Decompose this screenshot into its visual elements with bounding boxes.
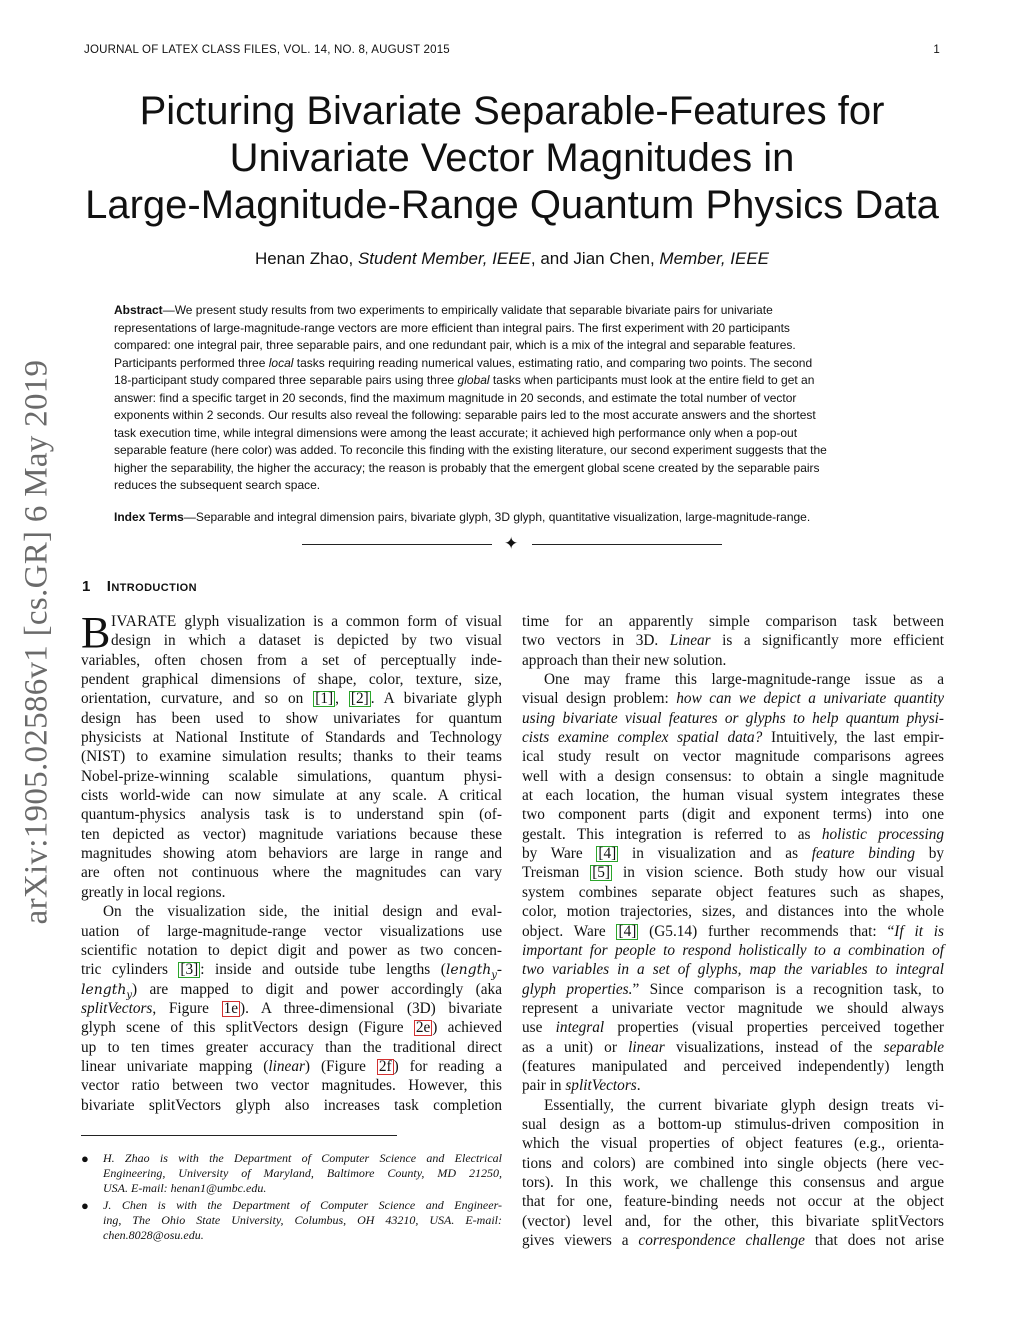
body-line: cists world-wide can now simulate at any scale. A critical bbox=[81, 787, 502, 805]
body-line: scientific notation to depict digit and power as two concen- bbox=[81, 941, 502, 959]
body-line: which the visual properties of object features (e.g., orienta- bbox=[522, 1135, 944, 1153]
section-name: Introduction bbox=[106, 578, 197, 595]
body-emphasis: important for people to respond holistically to a combination of bbox=[522, 941, 944, 959]
math-subscript: y bbox=[126, 989, 133, 1001]
body-line: color, motion trajectories, sizes, and distances into the whole bbox=[522, 903, 944, 921]
abstract-text: tasks requiring reading numerical values, estimating ratio, and comparing two points. The second bbox=[293, 355, 813, 370]
body-text: (G5.14) further recommends that: “ bbox=[638, 922, 895, 940]
abstract-line: answer: find a specific target in 20 seconds, find the maximum magnitude in 20 seconds, and estimate the total number of vector bbox=[114, 390, 797, 405]
body-text: , Figure bbox=[152, 999, 222, 1017]
body-text: gives viewers a bbox=[522, 1232, 639, 1249]
body-text: - bbox=[496, 961, 502, 979]
body-line: pendent graphical dimensions of shape, color, texture, size, bbox=[81, 671, 502, 689]
body-emphasis: feature binding bbox=[811, 845, 915, 863]
figure-link[interactable]: 2f bbox=[378, 1057, 392, 1075]
body-line: Essentially, the current bivariate glyph design treats vi- bbox=[544, 1096, 944, 1114]
body-text: gestalt. This integration is referred to as bbox=[522, 825, 822, 843]
figure-link[interactable]: 2e bbox=[415, 1019, 431, 1037]
body-text: ) achieved bbox=[432, 1019, 502, 1037]
body-emphasis: using bivariate visual features or glyphs to help quantum physi- bbox=[522, 709, 944, 727]
body-emphasis: Linear bbox=[669, 632, 711, 650]
body-line: (features manipulated and perceived independently) length bbox=[522, 1057, 944, 1075]
abstract-line: separable feature (here color) was added. To reconcile this finding with the existing literature, our second experiment suggests that the bbox=[114, 443, 827, 458]
body-text: ) for reading a bbox=[393, 1057, 503, 1075]
body-line: well with a design consensus: to obtain a single magnitude bbox=[522, 767, 944, 785]
citation-link[interactable]: [4] bbox=[618, 922, 637, 940]
math-subscript: y bbox=[491, 970, 497, 982]
index-terms-label: Index Terms bbox=[114, 510, 184, 524]
body-text: tric cylinders bbox=[81, 961, 179, 979]
abstract-emphasis: local bbox=[268, 355, 294, 370]
body-line: design in which a dataset is depicted by two visual bbox=[111, 632, 502, 650]
body-line: variables, often chosen from a set of perceptually inde- bbox=[81, 651, 502, 669]
footnote-line: ing, The Ohio State University, Columbus, OH 43210, USA. E-mail: bbox=[103, 1213, 502, 1227]
body-text: properties (visual properties perceived together bbox=[604, 1019, 945, 1037]
citation-link[interactable]: [1] bbox=[315, 690, 334, 708]
divider-rule bbox=[532, 544, 722, 545]
body-line: One may frame this large-magnitude-range issue as a bbox=[544, 671, 944, 689]
citation-link[interactable]: [3] bbox=[180, 961, 199, 979]
body-line: tors). In this work, we challenge this consensus and argue bbox=[522, 1173, 944, 1191]
body-emphasis: correspondence challenge bbox=[638, 1232, 805, 1249]
abstract-line: exponents within 2 seconds. Our results also reveal the following: separable pairs led to the most accurate answers and the shortest bbox=[114, 408, 816, 423]
body-line: up to ten times greater accuracy than the traditional direct bbox=[81, 1038, 502, 1056]
author-2-role: Member, IEEE bbox=[659, 249, 770, 268]
body-emphasis: linear bbox=[268, 1057, 305, 1075]
body-text: use bbox=[522, 1019, 556, 1037]
body-text: Intuitively, the last empir- bbox=[762, 729, 944, 747]
math-variable: length bbox=[445, 962, 492, 979]
abstract bbox=[114, 302, 910, 495]
abstract-emphasis: global bbox=[457, 373, 490, 388]
body-line: physicists at National Institute of Standards and Technology bbox=[81, 729, 502, 747]
citation-link[interactable]: [2] bbox=[350, 690, 369, 708]
abstract-text: 18-participant study compared three separable pairs using three bbox=[114, 373, 458, 388]
body-text: object. Ware bbox=[522, 922, 617, 940]
body-text: . bbox=[636, 1077, 641, 1095]
body-text: that does not arise bbox=[804, 1232, 944, 1249]
abstract-text: Participants performed three bbox=[114, 355, 269, 370]
body-emphasis: glyph properties. bbox=[522, 980, 633, 998]
section-divider bbox=[302, 535, 722, 555]
body-line: quantum-physics analysis task is to understand spin (of- bbox=[81, 806, 502, 824]
body-line: (vector) level and, for the other, this bivariate splitVectors bbox=[522, 1212, 944, 1230]
body-text: linear univariate mapping ( bbox=[81, 1057, 269, 1075]
body-text: Treisman bbox=[522, 864, 591, 882]
body-text: : inside and outside tube lengths ( bbox=[200, 961, 446, 979]
body-emphasis: how can we depict a univariate quantity bbox=[676, 690, 944, 708]
body-text: as a unit) or bbox=[522, 1038, 629, 1056]
body-text: glyph visualization is a common form of visual bbox=[176, 613, 502, 630]
footnotes bbox=[81, 1151, 502, 1245]
abstract-line: compared: one integral pair, three separable pairs, and one redundant pair, which is a mix of the integral and separable features. bbox=[114, 338, 796, 353]
body-text: orientation, curvature, and so on bbox=[81, 690, 314, 708]
body-text: ) (Figure bbox=[304, 1057, 377, 1075]
body-line: are often not continuous where the magnitudes can vary bbox=[81, 864, 502, 882]
small-caps-word: IVARATE bbox=[111, 613, 177, 630]
body-emphasis: linear bbox=[628, 1038, 665, 1056]
section-heading bbox=[82, 578, 197, 595]
figure-link[interactable]: 1e bbox=[223, 999, 239, 1017]
body-line: that for one, feature-binding needs not occur at the object bbox=[522, 1193, 944, 1211]
bullet-icon: ● bbox=[81, 1151, 89, 1166]
title-line: Large-Magnitude-Range Quantum Physics Data bbox=[85, 183, 939, 227]
abstract-line: representations of large-magnitude-range vectors are more efficient than integral pairs. The first experiment with 20 participants bbox=[114, 320, 790, 335]
index-terms bbox=[114, 510, 910, 524]
citation-link[interactable]: [4] bbox=[598, 845, 617, 863]
body-text: in vision science. Both study how our visual bbox=[612, 864, 944, 882]
body-line: (NIST) to examine simulation results; thanks to their teams bbox=[81, 748, 502, 766]
body-text: visualizations, instead of the bbox=[664, 1038, 884, 1056]
footnote-line: J. Chen is with the Department of Computer Science and Engineer- bbox=[103, 1198, 502, 1212]
body-text: two vectors in 3D. bbox=[522, 632, 670, 650]
body-column-right bbox=[522, 612, 944, 1250]
body-column-left bbox=[81, 608, 503, 1115]
body-line: vector ratio between two vector magnitudes. However, this bbox=[81, 1077, 502, 1095]
title-line: Picturing Bivariate Separable-Features for bbox=[139, 89, 885, 133]
bullet-icon: ● bbox=[81, 1198, 89, 1213]
author-separator: , and Jian Chen, bbox=[530, 249, 660, 268]
body-line: time for an apparently simple comparison task between bbox=[522, 613, 944, 630]
divider-rule bbox=[302, 544, 492, 545]
footnote-line: H. Zhao is with the Department of Computer Science and Electrical bbox=[103, 1151, 502, 1165]
paper-title bbox=[60, 88, 964, 229]
diamond-icon: ✦ bbox=[504, 534, 519, 554]
abstract-text: tasks when participants must look at the entire field to get an bbox=[489, 373, 815, 388]
body-text: is a significantly more efficient bbox=[710, 632, 944, 650]
body-text: pair in bbox=[522, 1077, 566, 1095]
footnote-line: Engineering, University of Maryland, Baltimore County, MD 21250, bbox=[103, 1166, 502, 1180]
body-text: ” Since comparison is a recognition task, to bbox=[632, 980, 944, 998]
body-line: approach than their new solution. bbox=[522, 651, 727, 669]
footnote-item bbox=[81, 1198, 502, 1243]
body-line: at each location, the human visual system integrates these bbox=[522, 787, 944, 805]
journal-header: JOURNAL OF LATEX CLASS FILES, VOL. 14, NO. 8, AUGUST 2015 bbox=[84, 44, 450, 56]
body-emphasis: splitVectors bbox=[565, 1077, 637, 1095]
body-emphasis: If it is bbox=[894, 922, 944, 940]
body-line: greatly in local regions. bbox=[81, 883, 226, 901]
footnote-item bbox=[81, 1151, 502, 1196]
math-variable: length bbox=[81, 981, 127, 998]
abstract-line: higher the separability, the higher the accuracy; the reason is probably that the emergent global scene created by the separable pairs bbox=[114, 460, 820, 475]
body-text: by Ware bbox=[522, 845, 597, 863]
arxiv-stamp-text: arXiv:1905.02586v1 [cs.GR] 6 May 2019 bbox=[18, 359, 55, 925]
body-emphasis: holistic processing bbox=[821, 825, 944, 843]
abstract-line: —We present study results from two experiments to empirically validate that separable bivariate pairs for univariate bbox=[162, 303, 773, 317]
body-text: . A bivariate glyph bbox=[370, 690, 502, 708]
index-terms-text: —Separable and integral dimension pairs, bivariate glyph, 3D glyph, quantitative visualization, large-magnitude-range. bbox=[183, 510, 811, 524]
arxiv-stamp bbox=[0, 352, 75, 932]
footnote-line: chen.8028@osu.edu. bbox=[103, 1228, 204, 1242]
body-emphasis: separable bbox=[883, 1038, 945, 1056]
body-text: in visualization and as bbox=[618, 845, 812, 863]
body-line: system combines separate object features such as shapes, bbox=[522, 883, 944, 901]
body-line: sual design as a bottom-up stimulus-driven composition in bbox=[522, 1115, 944, 1133]
body-line: ical study result on vector magnitude comparisons agrees bbox=[522, 748, 944, 766]
body-line: magnitudes showing atom behaviors are large in range and bbox=[81, 845, 502, 863]
body-text: by bbox=[914, 845, 945, 863]
abstract-label: Abstract bbox=[114, 303, 163, 317]
body-line: Nobel-prize-winning scalable simulations, quantum physi- bbox=[81, 767, 502, 785]
body-line: On the visualization side, the initial design and eval- bbox=[103, 903, 502, 921]
page-number: 1 bbox=[933, 44, 940, 56]
body-line: represent a univariate vector magnitude we should always bbox=[522, 999, 944, 1017]
body-line: uation of large-magnitude-range vector visualizations use bbox=[81, 922, 502, 940]
body-line: ten depicted as vector) magnitude variations because these bbox=[81, 825, 502, 843]
author-line bbox=[60, 249, 964, 269]
author-1: Henan Zhao, bbox=[254, 249, 358, 268]
body-text: ). A three-dimensional (3D) bivariate bbox=[240, 999, 502, 1017]
body-line: two component parts (digit and exponent terms) into one bbox=[522, 806, 944, 824]
title-line: Univariate Vector Magnitudes in bbox=[229, 136, 795, 180]
section-number: 1 bbox=[82, 578, 91, 595]
author-1-role: Student Member, IEEE bbox=[357, 249, 531, 268]
body-text: ) are mapped to digit and power accordingly (aka bbox=[132, 980, 502, 998]
drop-cap: B bbox=[81, 608, 111, 657]
body-text: glyph scene of this splitVectors design (Figure bbox=[81, 1019, 414, 1037]
body-line: tions and colors) are combined into single objects (here vec- bbox=[522, 1154, 944, 1172]
footnote-line: USA. E-mail: henan1@umbc.edu. bbox=[103, 1181, 267, 1195]
abstract-line: reduces the subsequent search space. bbox=[114, 478, 321, 493]
abstract-line: task execution time, while integral dimensions were among the least accurate; it achieved high performance only when a pop-out bbox=[114, 425, 798, 440]
running-header bbox=[84, 44, 940, 62]
body-text: visual design problem: bbox=[522, 690, 677, 708]
footnote-rule bbox=[81, 1135, 397, 1136]
body-emphasis: integral bbox=[555, 1019, 605, 1037]
body-emphasis: splitVectors bbox=[81, 999, 153, 1017]
body-line: bivariate splitVectors glyph also increases task completion bbox=[81, 1096, 502, 1114]
body-emphasis: two variables in a set of glyphs, map the variables to integral bbox=[522, 961, 944, 979]
citation-link[interactable]: [5] bbox=[592, 864, 611, 882]
body-text: , bbox=[335, 690, 349, 708]
body-emphasis: cists examine complex spatial data? bbox=[522, 729, 763, 747]
body-line: design has been used to show univariates for quantum bbox=[81, 709, 502, 727]
